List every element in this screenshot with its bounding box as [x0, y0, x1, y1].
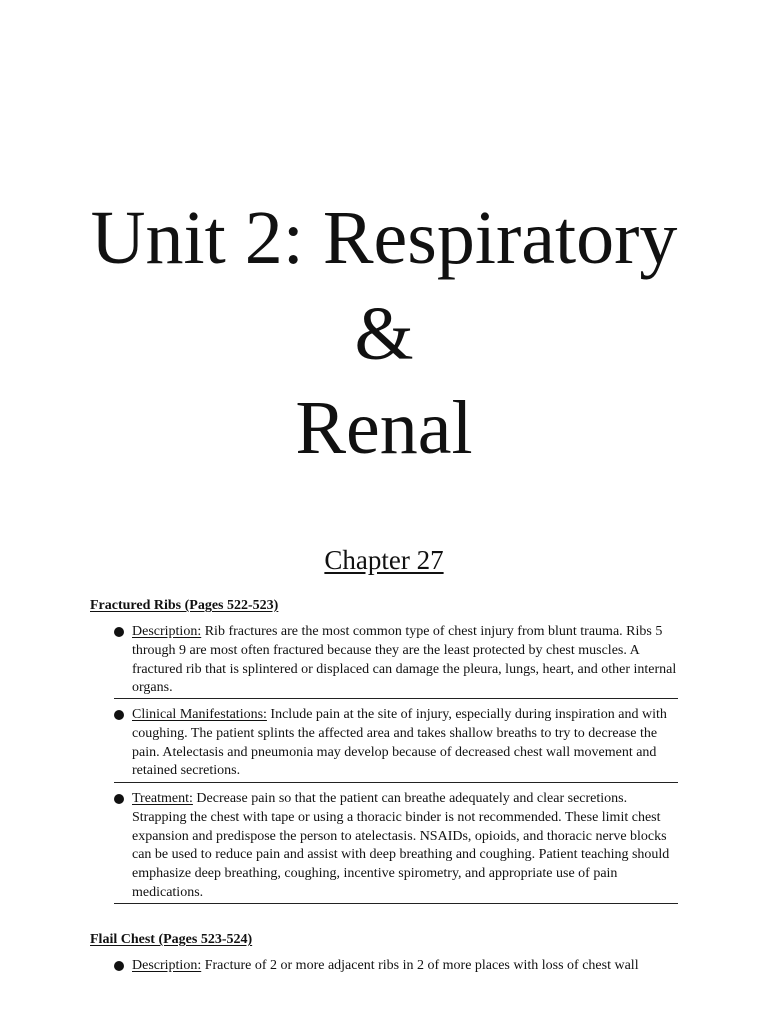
item-text: Decrease pain so that the patient can breathe adequately and clear secretions. Strapping the chest with tape or using a thoracic binder is not recommended. These limit chest expansion and predispose the person to atelectasis. NSAIDs, opioids, and thoracic nerve blocks can be used to reduce pain and assist with deep breathing and coughing. Patient teaching should emphasize deep breathing, coughing, incentive spirometry, and appropriate use of pain medications. [132, 791, 670, 900]
item-label: Treatment: [132, 791, 193, 806]
bullet-dot-icon [114, 710, 124, 720]
bullet-dot-icon [114, 627, 124, 637]
bullet-dot-icon [114, 794, 124, 804]
section-heading-fractured-ribs: Fractured Ribs (Pages 522-523) [90, 598, 279, 613]
item-text: Fracture of 2 or more adjacent ribs in 2 of more places with loss of chest wall [201, 958, 639, 973]
section-heading-flail-chest: Flail Chest (Pages 523-524) [90, 932, 253, 947]
item-label: Clinical Manifestations: [132, 707, 267, 722]
bullet-item-fractured-clinical [114, 706, 678, 783]
item-text: Include pain at the site of injury, especially during inspiration and with coughing. The patient splints the affected area and takes shallow breaths to try to decrease the pain. Atelectasis and pneumonia may develop because of decreased chest wall movement and retained secretions. [132, 707, 667, 779]
bullet-dot-icon [114, 961, 124, 971]
item-text: Rib fractures are the most common type of chest injury from blunt trauma. Ribs 5 through 9 are most often fractured because they are the least protected by chest muscles. A fractured rib that is splintered or displaced can damage the pleura, lungs, heart, and other internal organs. [132, 624, 677, 696]
title-line-1: Unit 2: Respiratory [90, 196, 678, 280]
item-label: Description: [132, 624, 202, 639]
title-line-2: & [354, 292, 414, 376]
item-label: Description: [132, 958, 202, 973]
bullet-item-fractured-description [114, 623, 678, 699]
chapter-heading: Chapter 27 [324, 545, 444, 575]
title-line-3: Renal [295, 386, 473, 470]
bullet-item-fractured-treatment [114, 790, 678, 904]
bullet-item-flail-description [114, 957, 678, 976]
